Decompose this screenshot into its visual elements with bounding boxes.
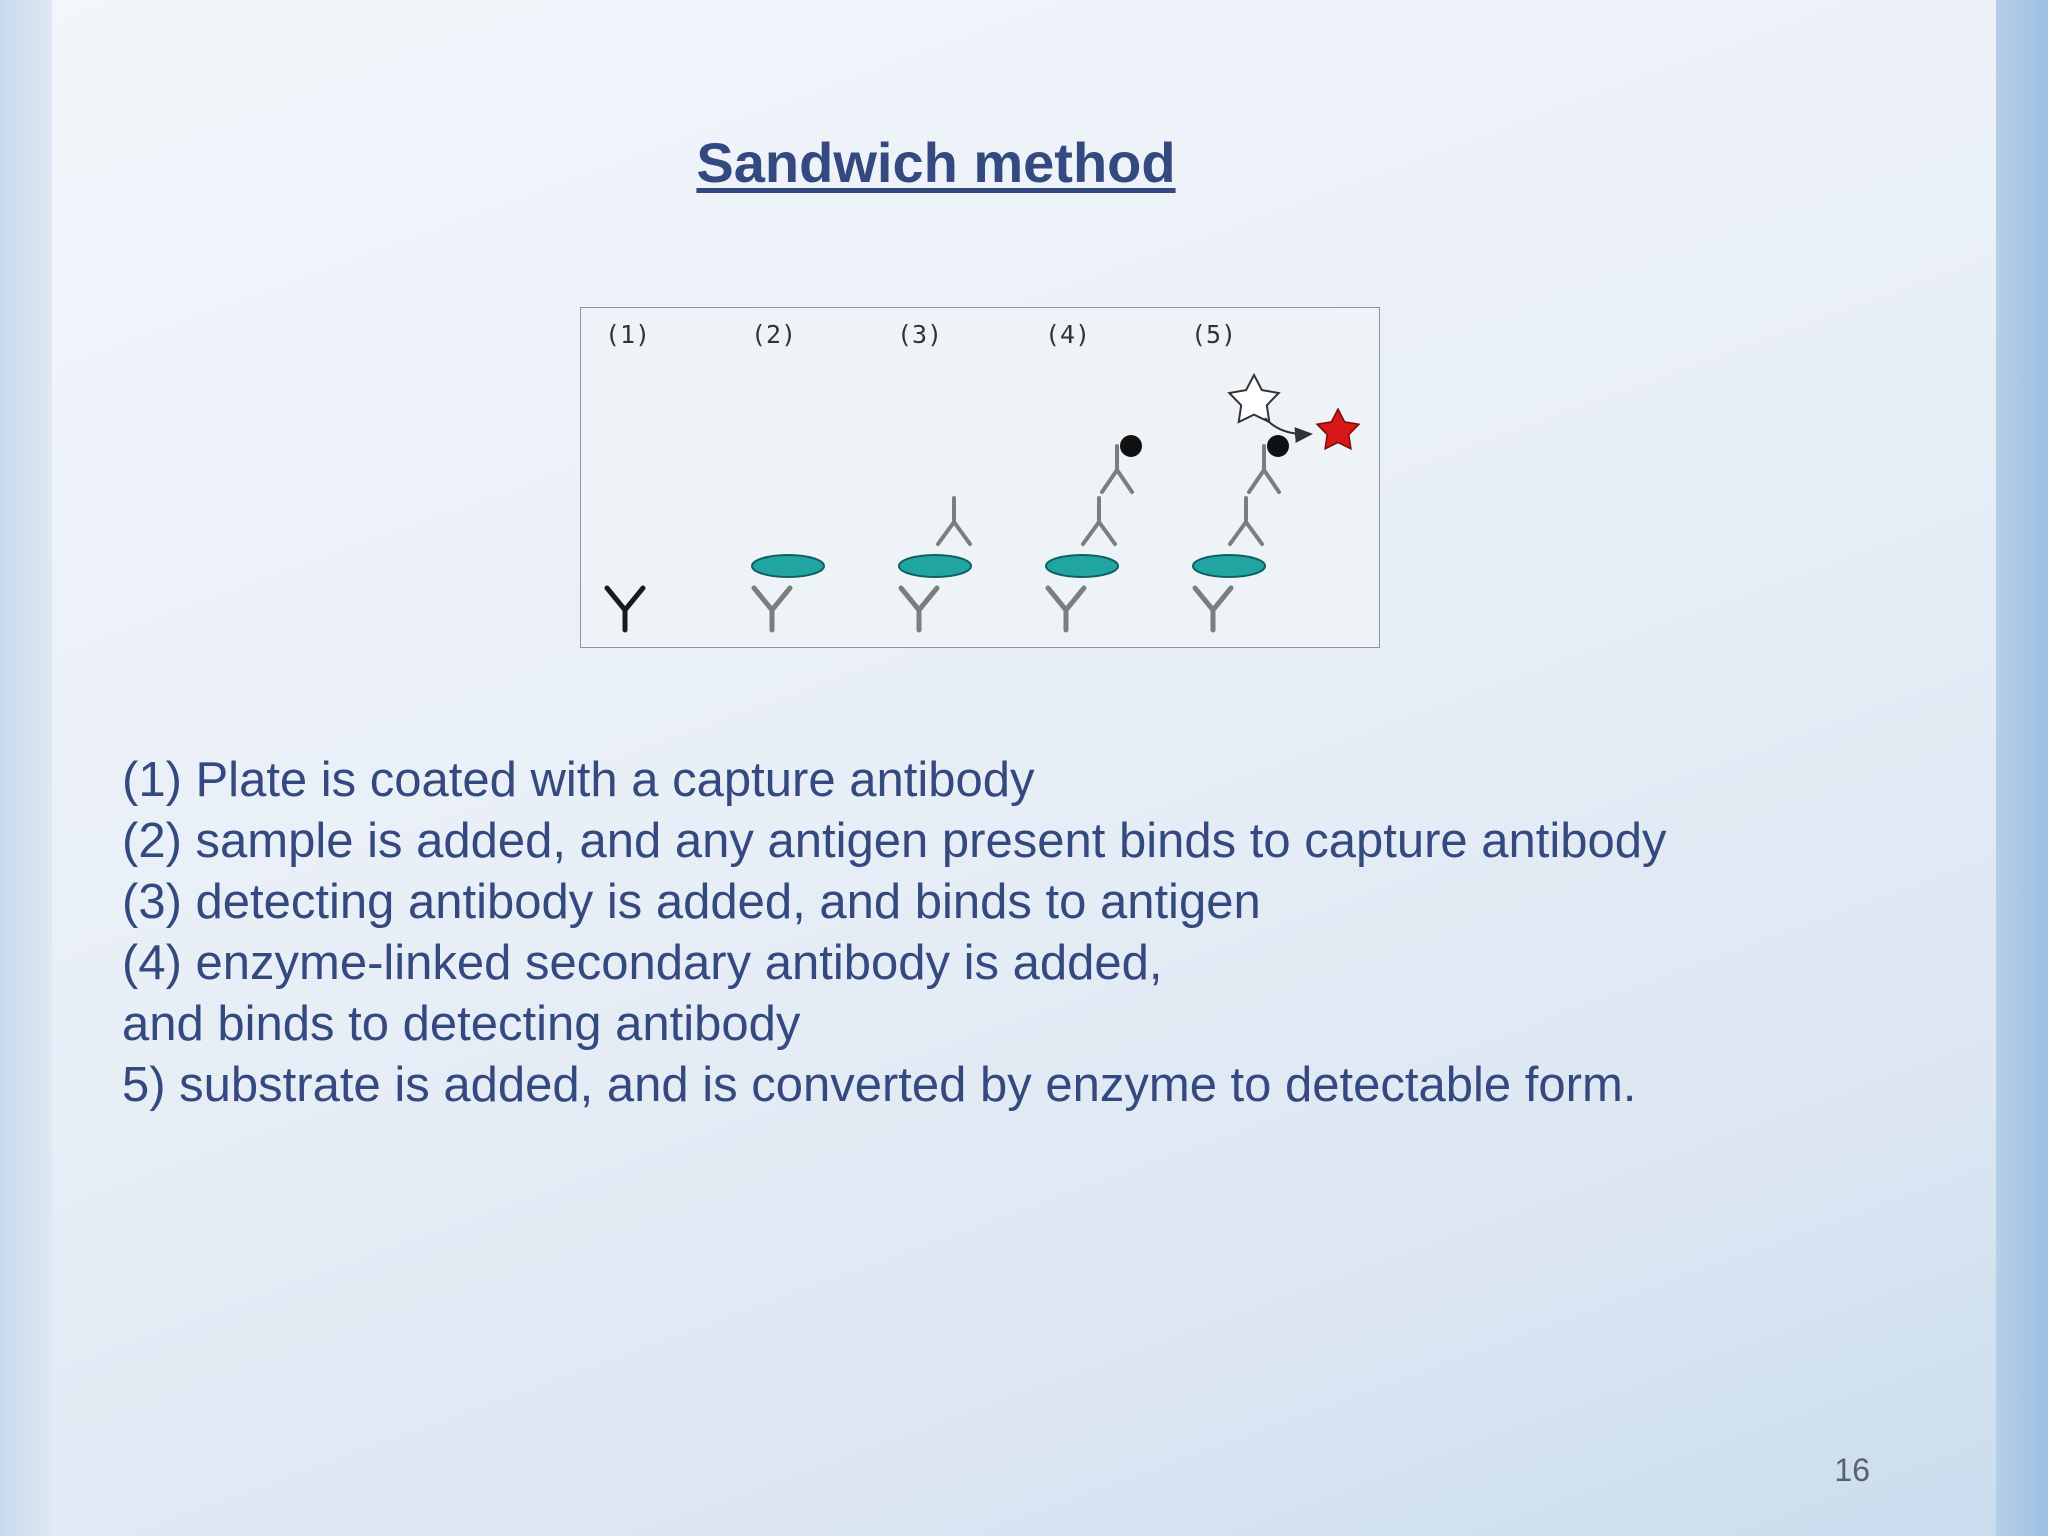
step-label-1: (1) — [605, 320, 651, 349]
antigen-5 — [1193, 555, 1265, 577]
substrate-star-icon — [1229, 375, 1278, 422]
slide-right-edge — [1996, 0, 2048, 1536]
step-label-5: (5) — [1191, 320, 1237, 349]
capture-antibody-1 — [607, 588, 643, 630]
antigen-3 — [899, 555, 971, 577]
step-label-2: (2) — [751, 320, 797, 349]
capture-antibody-2 — [754, 588, 790, 630]
step-text-4-continued: and binds to detecting antibody — [122, 997, 801, 1051]
enzyme-4 — [1120, 435, 1142, 457]
step-label-3: (3) — [897, 320, 943, 349]
slide-title: Sandwich method — [696, 131, 1176, 194]
detecting-antibody-5 — [1230, 498, 1262, 544]
conversion-arrow — [1265, 418, 1311, 434]
slide-left-edge — [0, 0, 52, 1536]
sandwich-elisa-diagram — [580, 307, 1380, 648]
capture-antibody-4 — [1048, 588, 1084, 630]
page-number: 16 — [1834, 1452, 1870, 1488]
antigen-2 — [752, 555, 824, 577]
step-text-3: (3) detecting antibody is added, and binds to antigen — [122, 875, 1261, 929]
antigen-4 — [1046, 555, 1118, 577]
step-descriptions — [122, 750, 1822, 1116]
step-label-4: (4) — [1045, 320, 1091, 349]
step-text-4: (4) enzyme-linked secondary antibody is added, — [122, 936, 1163, 990]
detecting-antibody-4 — [1083, 498, 1115, 544]
capture-antibody-3 — [901, 588, 937, 630]
capture-antibody-5 — [1195, 588, 1231, 630]
product-star-icon — [1317, 409, 1359, 449]
diagram-canvas — [581, 308, 1381, 649]
step-text-5: 5) substrate is added, and is converted by enzyme to detectable form. — [122, 1058, 1637, 1112]
step-text-1: (1) Plate is coated with a capture antibody — [122, 753, 1035, 807]
enzyme-5 — [1267, 435, 1289, 457]
step-text-2: (2) sample is added, and any antigen present binds to capture antibody — [122, 814, 1667, 868]
detecting-antibody-3 — [938, 498, 970, 544]
